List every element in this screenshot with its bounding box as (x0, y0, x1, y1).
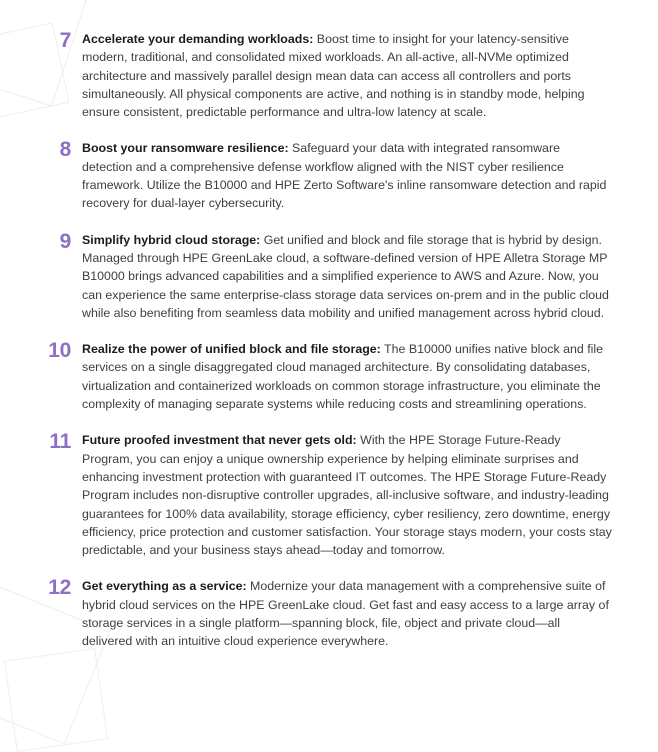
list-item (44, 139, 612, 212)
list-item-text: Get unified and block and file storage that is hybrid by design. Managed through HPE GreenLake cloud, a software-defined version of HPE Alletra Storage MP B10000 brings advanced capabilities and a simplified experience to AWS and Azure. Now, you can experience the same enterprise-class storage data services on-prem and in the public cloud while also benefiting from seamless data mobility and unified management across hybrid cloud. (82, 232, 609, 320)
list-item-lead: Realize the power of unified block and file storage: (82, 342, 381, 357)
list-item-body (82, 30, 612, 121)
list-item-body (82, 431, 612, 559)
list-item (44, 30, 612, 121)
list-item-text: Safeguard your data with integrated ransomware detection and a comprehensive defense workflow aligned with the NIST cyber resilience framework. Utilize the B10000 and HPE Zerto Software's inline ransomware detection and rapid recovery for dual-layer cybersecurity. (82, 141, 607, 211)
list-item-number: 7 (59, 29, 71, 52)
list-item-number: 11 (49, 430, 71, 454)
list-item (44, 431, 612, 559)
list-item-lead: Boost your ransomware resilience: (82, 141, 289, 156)
list-item (44, 340, 612, 413)
list-item-lead: Simplify hybrid cloud storage: (82, 232, 261, 247)
list-item-body (82, 231, 612, 322)
list-item-lead: Future proofed investment that never gets old: (82, 433, 357, 448)
list-item-number: 8 (59, 138, 71, 162)
list-item-number: 10 (48, 339, 71, 363)
list-item (44, 577, 612, 650)
list-item-lead: Accelerate your demanding workloads: (82, 32, 314, 46)
list-item-lead: Get everything as a service: (82, 579, 247, 594)
list-item (44, 231, 612, 322)
list-item-text: Modernize your data management with a comprehensive suite of hybrid cloud services on the HPE GreenLake cloud. Get fast and easy access to a large array of storage services in a single platform—spanning block, file, object and private cloud—all delivered with an intuitive cloud experience everywhere. (82, 579, 609, 649)
list-item-text: With the HPE Storage Future-Ready Program, you can enjoy a unique ownership experience by helping eliminate surprises and enhancing investment protection with guaranteed IT outcomes. The HPE Storage Future-Ready Program includes non-disruptive controller upgrades, all-inclusive software, and industry-leading guarantees for 100% data availability, storage efficiency, cyber resiliency, zero downtime, energy efficiency, price protection and customer satisfaction. Your storage stays modern, your costs stay predictable, and your business stays ahead—today and tomorrow. (82, 433, 612, 558)
list-item-number: 12 (48, 576, 71, 600)
list-item-body (82, 340, 612, 413)
list-item-body (82, 577, 612, 650)
list-item-number: 9 (59, 229, 71, 253)
list-item-text: The B10000 unifies native block and file services on a single disaggregated cloud managed architecture. By consolidating databases, virtualization and containerized workloads on common storage infrastructure, you eliminate the complexity of managing separate systems while reducing costs and streamlining operations. (82, 342, 604, 412)
list-item-text: Boost time to insight for your latency-sensitive modern, traditional, and consolidated mixed workloads. An all-active, all-NVMe optimized architecture and massively parallel design mean data can access all controllers and ports simultaneously. All physical components are active, and nothing is in standby mode, helping ensure consistent, predictable performance and ultra-low latency at scale. (82, 32, 585, 120)
list-item-body (82, 139, 612, 212)
